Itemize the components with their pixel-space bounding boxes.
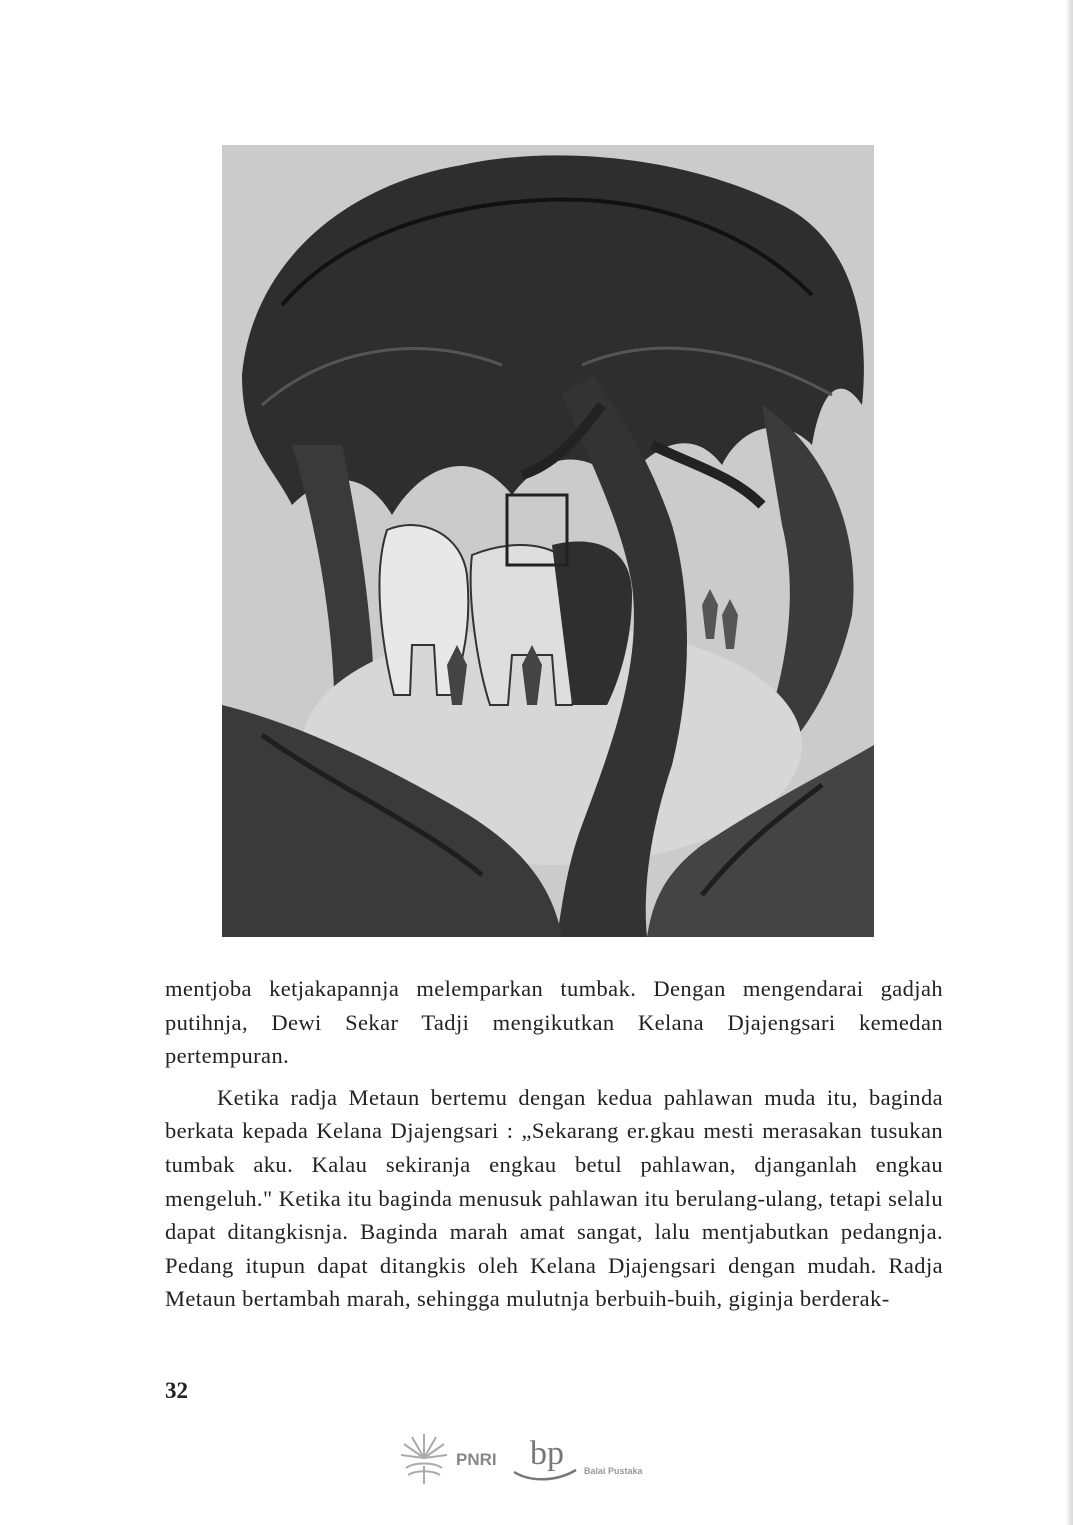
footer-logos [396, 1428, 686, 1492]
forest-elephants-drawing [222, 145, 874, 937]
page-number: 32 [165, 1378, 188, 1403]
illustration-forest-elephants [222, 145, 874, 937]
pnri-emblem-icon [396, 1428, 452, 1486]
paragraph-1: mentjoba ketjakapannja melemparkan tumbak. Dengan mengendarai gadjah putihnja, Dewi Sekar Tadji mengikutkan Kelana Djajengsari kemedan pertempuran. [165, 976, 943, 1069]
body-text [165, 972, 943, 1316]
balai-pustaka-label: Balai Pustaka [584, 1466, 643, 1476]
pnri-label: PNRI [456, 1450, 497, 1469]
bp-monogram: bp [530, 1435, 564, 1472]
paragraph-2: Ketika radja Metaun bertemu dengan kedua pahlawan muda itu, baginda berkata kepada Kelana Djajengsari : „Sekarang er.gkau mesti merasakan tusukan tumbak aku. Kalau sekiranja engkau betul pahlawan, djanganlah engkau mengeluh." Ketika itu baginda menusuk pahlawan itu berulang-ulang, tetapi selalu dapat ditangkisnja. Baginda marah amat sangat, lalu mentjabutkan pedangnja. Pedang itupun dapat ditangkis oleh Kelana Djajengsari dengan mudah. Radja Metaun bertambah marah, sehingga mulutnja berbuih-buih, giginja berderak- [165, 1084, 943, 1312]
balai-pustaka-logo-icon [510, 1428, 580, 1486]
page-edge [1067, 0, 1073, 1525]
